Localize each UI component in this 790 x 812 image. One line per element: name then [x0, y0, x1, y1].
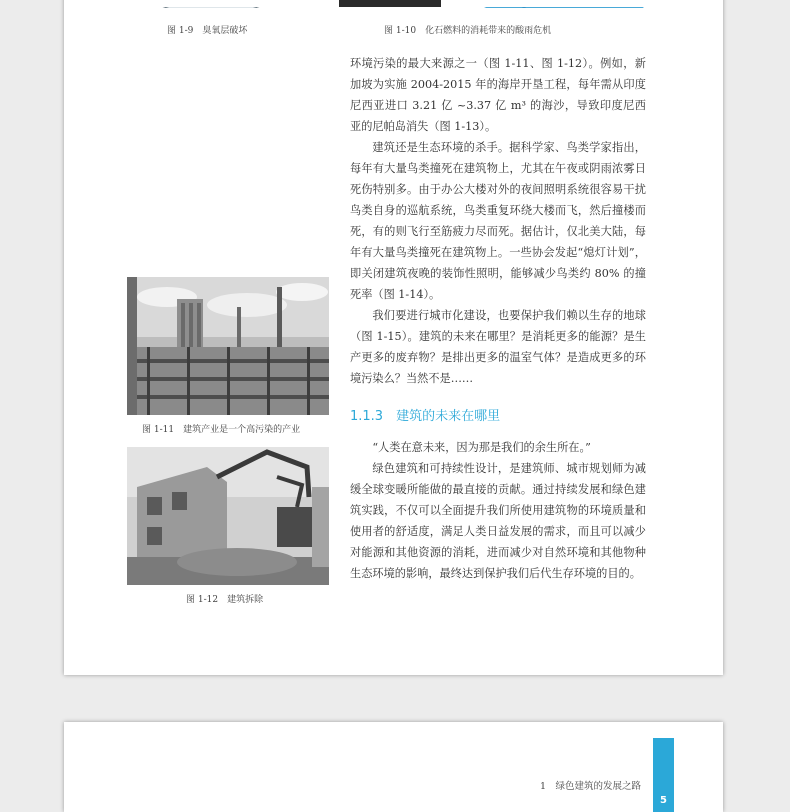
- book-page-top: [64, 0, 723, 675]
- page-number-tab: [653, 738, 674, 812]
- demolition-photo: [127, 447, 329, 585]
- caption-fig-1-11: 图 1-11 建筑产业是一个高污染的产业: [142, 425, 301, 435]
- body-text-block-1: [350, 53, 646, 389]
- page-number: 5: [660, 795, 667, 806]
- paragraph-1: 环境污染的最大来源之一（图 1-11、图 1-12）。例如，新加坡为实施 2004-2015 年的海岸开垦工程，每年需从印度尼西亚进口 3.21 亿 ~3.37 亿 m³ 的海沙，导致印度尼西亚的尼帕岛消失（图 1-13）。: [350, 57, 646, 133]
- quote-paragraph: “人类在意未来，因为那是我们的余生所在。”: [372, 441, 591, 454]
- body-text-block-2: [350, 437, 646, 584]
- paragraph-3: 我们要进行城市化建设，也要保护我们赖以生存的地球（图 1-15）。建筑的未来在哪里？是消耗更多的能源？是生产更多的废弃物？是排出更多的温室气体？是造成更多的环境污染么？当然不是……: [350, 309, 646, 385]
- paragraph-2: 建筑还是生态环境的杀手。据科学家、鸟类学家指出，每年有大量鸟类撞死在建筑物上，尤其在午夜或阴雨浓雾日死伤特别多。由于办公大楼对外的夜间照明系统很容易干扰鸟类自身的巡航系统，鸟类重复环绕大楼而飞，然后撞楼而死，有的则飞行至筋疲力尽而死。据估计，仅北美大陆，每年有大量鸟类撞死在建筑物上。一些协会发起“熄灯计划”，即关闭建筑夜晚的装饰性照明，能够减少鸟类约 80% 的撞死率（图 1-14）。: [350, 141, 646, 301]
- figure-acid-rain-image-right: [484, 0, 644, 8]
- book-page-bottom: [64, 722, 723, 812]
- section-heading: 1.1.3 建筑的未来在哪里: [350, 409, 501, 424]
- figure-ozone-image: [136, 0, 286, 8]
- paragraph-4: 绿色建筑和可持续性设计，是建筑师、城市规划师为减缓全球变暖所能做的最直接的贡献。通过持续发展和绿色建筑实践，不仅可以全面提升我们所使用建筑物的环境质量和使用者的舒适度，满足人类日益发展的需求，而且可以减少对能源和其他资源的消耗，进而减少对自然环境和其他物种生态环境的影响，最终达到保护我们后代生存环境的目的。: [350, 462, 646, 580]
- caption-fig-1-12: 图 1-12 建筑拆除: [186, 595, 264, 605]
- construction-site-photo: [127, 277, 329, 415]
- caption-fig-1-10: 图 1-10 化石燃料的消耗带来的酸雨危机: [384, 26, 552, 36]
- figure-acid-rain-image-left: [339, 0, 441, 7]
- caption-fig-1-9: 图 1-9 臭氧层破坏: [167, 26, 248, 36]
- chapter-footer: 1 绿色建筑的发展之路: [539, 781, 641, 792]
